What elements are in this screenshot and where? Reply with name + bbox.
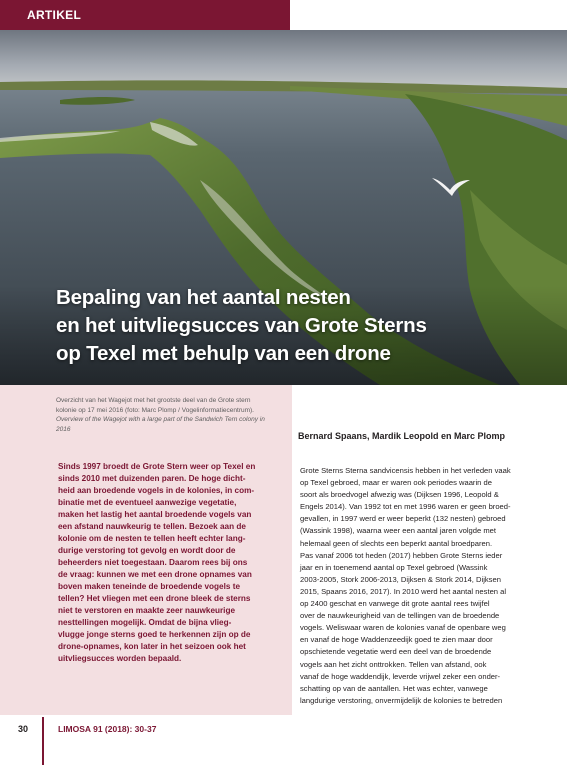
- body-line: vogels. Weliswaar waren de kolonies vanaf de openbare weg: [300, 623, 506, 633]
- section-tag-label: ARTIKEL: [27, 8, 82, 22]
- authors: Bernard Spaans, Mardik Leopold en Marc Plomp: [298, 431, 506, 441]
- caption-line-en: Overview of the Wagejot with a large part of the Sandwich Tern colony in: [56, 416, 265, 424]
- intro-line: de vraag: kunnen we met een drone opnames van: [58, 570, 252, 579]
- page-number: 30: [18, 724, 29, 734]
- intro-line: maken het lastig het aantal broedende vogels van: [58, 510, 252, 519]
- title-line: Bepaling van het aantal nesten: [56, 286, 351, 309]
- body-line: vanaf de hoge waddendijk, leverde vrijwel zeker een onder-: [300, 671, 501, 681]
- intro-line: niet te verstoren en maakte zeer nauwkeurige: [58, 606, 236, 615]
- body-line: en vanaf de hoge Waddenzeedijk goed te zien maar door: [300, 635, 493, 645]
- body-line: Engels 2014). Van 1992 tot en met 1996 waren er geen broed-: [300, 502, 511, 512]
- intro-line: beheerders niet toegestaan. Daarom rees bij ons: [58, 558, 248, 567]
- intro-line: vlugge jonge sterns goed te herkennen zijn op de: [58, 630, 251, 639]
- body-line: helemaal geen of slechts een beperkt aantal broedparen.: [300, 538, 493, 548]
- caption-line-en: 2016: [56, 425, 71, 433]
- intro-line: Sinds 1997 broedt de Grote Stern weer op Texel en: [58, 462, 256, 471]
- article-title: [56, 284, 556, 368]
- body-line: 2015, Spaans 2016, 2017). In 2010 werd het aantal nesten al: [300, 586, 507, 596]
- caption-line-nl: Overzicht van het Wagejot met het grootste deel van de Grote stern: [56, 397, 251, 404]
- section-tag: [0, 0, 290, 30]
- body-line: (Wassink 1998), waarna weer een aantal jaren volgde met: [300, 526, 496, 536]
- title-line: op Texel met behulp van een drone: [56, 342, 391, 365]
- body-line: opschietende vegetatie werd een deel van de broedende: [300, 647, 492, 657]
- intro-line: uitvliegsucces worden bepaald.: [58, 654, 182, 663]
- intro-line: binatie met de eventueel aanwezige vegetatie,: [58, 498, 237, 507]
- body-line: Grote Sterns Sterna sandvicensis hebben in het verleden vaak: [300, 466, 511, 475]
- title-line: en het uitvliegsucces van Grote Sterns: [56, 314, 427, 337]
- body-line: schatting op van de aantallen. Het was echter, vanwege: [300, 683, 488, 693]
- body-line: jaar en in toenemend aantal op Texel gebroed (Wassink: [300, 562, 488, 572]
- intro-line: sinds 2010 met duizenden paren. De hoge dicht-: [58, 474, 246, 483]
- footer-divider: [42, 717, 44, 765]
- photo-caption: [56, 396, 288, 434]
- intro-line: nesttellingen mogelijk. Omdat de bijna vlieg-: [58, 618, 232, 627]
- body-line: soort als broedvogel afwezig was (Dijksen 1996, Leopold &: [300, 490, 499, 500]
- body-column: [300, 465, 526, 707]
- body-line: langdurige verstoring, onvermijdelijk de kolonies te betreden: [300, 695, 503, 705]
- body-line: vogels aan het zicht onttrokken. Tellen van afstand, ook: [300, 659, 487, 669]
- intro-line: kolonie om de nesten te tellen heeft echter lang-: [58, 534, 246, 543]
- body-line: 2003-2005, Stork 2006-2013, Dijksen & Stork 2014, Dijksen: [300, 574, 501, 584]
- journal-citation: LIMOSA 91 (2018): 30-37: [58, 724, 157, 734]
- body-line: gevallen, in 1997 werd er weer beperkt (132 nesten) gebroed: [300, 514, 506, 524]
- intro-line: tellen? Het vliegen met een drone bleek de sterns: [58, 594, 251, 603]
- body-line: Pas vanaf 2006 tot heden (2017) hebben Grote Sterns ieder: [300, 550, 503, 560]
- intro-line: durige verstoring tot gevolg en wordt door de: [58, 546, 236, 555]
- caption-line-nl: kolonie op 17 mei 2016 (foto: Marc Plomp / Vogelinformatiecentrum).: [56, 406, 254, 414]
- body-line: op Texel gebroed, maar er waren ook periodes waarin de: [300, 478, 492, 488]
- body-line: over de nauwkeurigheid van de tellingen van de broedende: [300, 611, 500, 621]
- intro-line: heid aan broedende vogels in de kolonies, in com-: [58, 486, 255, 495]
- body-line: op 2400 geschat en vanwege dit grote aantal rees twijfel: [300, 599, 490, 609]
- intro-line: een afstand nauwkeurig te tellen. Bezoek aan de: [58, 522, 246, 531]
- intro-paragraph: [58, 461, 276, 665]
- intro-line: drone-opnames, kon later in het seizoen ook het: [58, 642, 246, 651]
- intro-line: boven maken teneinde de broedende vogels te: [58, 582, 240, 591]
